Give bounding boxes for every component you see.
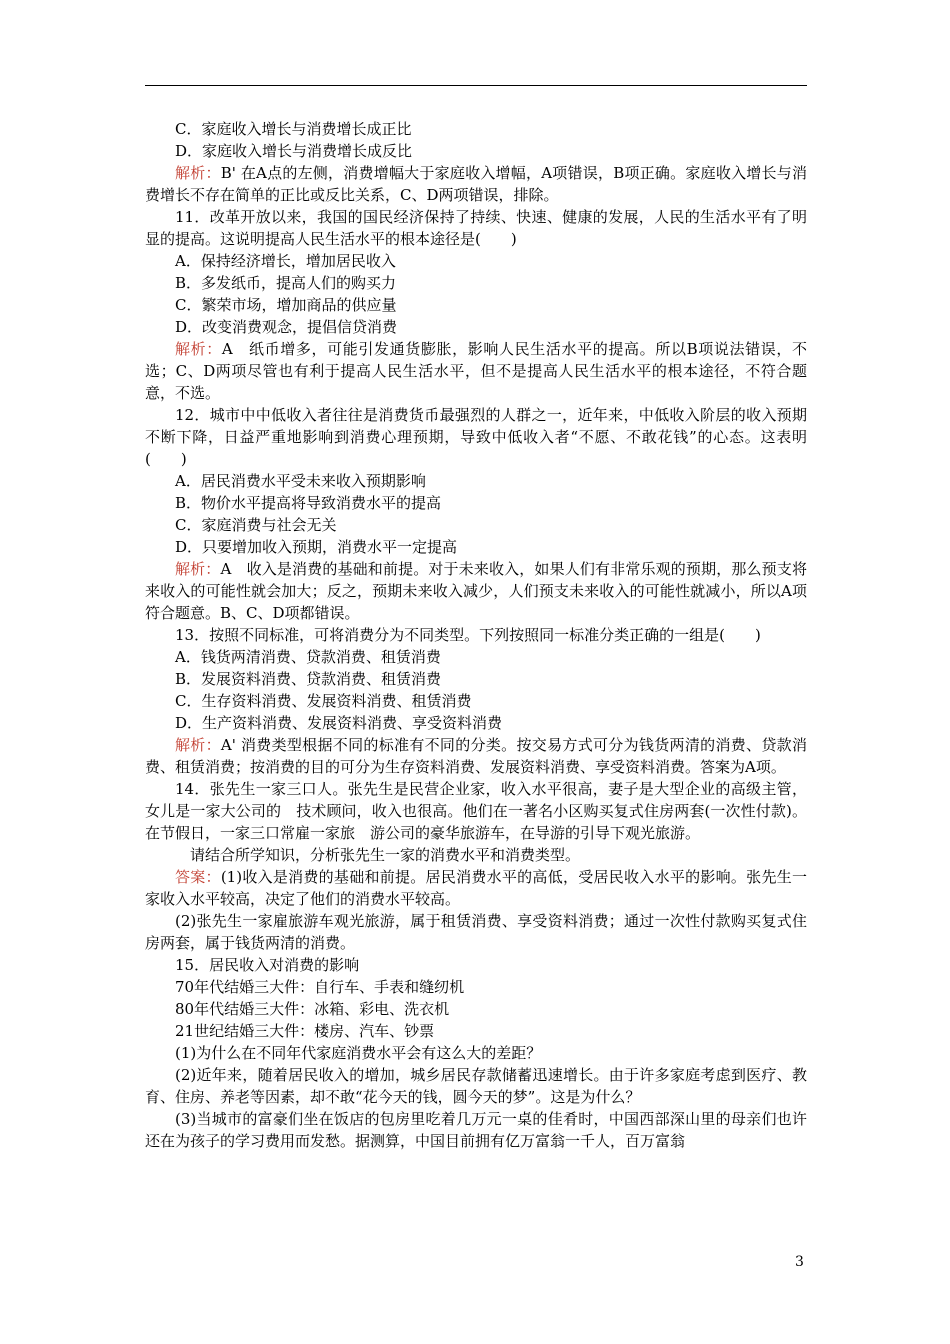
- document-body: [145, 118, 807, 1152]
- option-b-q13: B．发展资料消费、贷款消费、租赁消费: [175, 670, 442, 688]
- option-b-q11: B．多发纸币，提高人们的购买力: [175, 274, 397, 292]
- page-number: 3: [795, 1254, 804, 1270]
- option-a-q11: A．保持经济增长，增加居民收入: [175, 252, 396, 270]
- answer-label: 答案：: [175, 868, 221, 886]
- answer-q14-part2: (2)张先生一家雇旅游车观光旅游，属于租赁消费、享受资料消费；通过一次性付款购买复式住房两套，属于钱货两清的消费。: [145, 912, 807, 952]
- analysis-text: A' 消费类型根据不同的标准有不同的分类。按交易方式可分为钱货两清的消费、贷款消费、租赁消费；按消费的目的可分为生存资料消费、发展资料消费、享受资料消费。答案为A项。: [145, 736, 807, 776]
- option-c-q11: C．繁荣市场，增加商品的供应量: [175, 296, 397, 314]
- question-14: 14．张先生一家三口人。张先生是民营企业家，收入水平很高，妻子是大型企业的高级主管，女儿是一家大公司的 技术顾问，收入也很高。他们在一著名小区购买复式住房两套(一次性付款)。在节假日，一家三口常雇一家旅 游公司的豪华旅游车，在导游的引导下观光旅游。: [145, 780, 807, 842]
- q15-sub-2: (2)近年来，随着居民收入的增加，城乡居民存款储蓄迅速增长。由于许多家庭考虑到医疗、教育、住房、养老等因素，却不敢“花今天的钱，圆今天的梦”。这是为什么？: [145, 1066, 807, 1106]
- option-d-q11: D．改变消费观念，提倡信贷消费: [175, 318, 398, 336]
- q15-sub-3: (3)当城市的富豪们坐在饭店的包房里吃着几万元一桌的佳肴时，中国西部深山里的母亲们也许还在为孩子的学习费用而发愁。据测算，中国目前拥有亿万富翁一千人，百万富翁: [145, 1110, 807, 1150]
- analysis-label: 解析：: [175, 736, 221, 754]
- option-c-q10: C．家庭收入增长与消费增长成正比: [175, 120, 412, 138]
- analysis-label: 解析：: [175, 164, 221, 182]
- option-d-q13: D．生产资料消费、发展资料消费、享受资料消费: [175, 714, 503, 732]
- analysis-text: A 纸币增多，可能引发通货膨胀，影响人民生活水平的提高。所以B项说法错误，不选；C、D两项尽管也有利于提高人民生活水平，但不是提高人民生活水平的根本途径，不符合题意，不选。: [145, 340, 807, 402]
- option-c-q13: C．生存资料消费、发展资料消费、租赁消费: [175, 692, 472, 710]
- question-12: 12．城市中中低收入者往往是消费货币最强烈的人群之一，近年来，中低收入阶层的收入预期不断下降，日益严重地影响到消费心理预期，导致中低收入者“不愿、不敢花钱”的心态。这表明( ): [145, 406, 807, 468]
- answer-text: (1)收入是消费的基础和前提。居民消费水平的高低，受居民收入水平的影响。张先生一家收入水平较高，决定了他们的消费水平较高。: [145, 868, 807, 908]
- q15-line-80s: 80年代结婚三大件：冰箱、彩电、洗衣机: [175, 1000, 450, 1018]
- question-14-prompt: 请结合所学知识，分析张先生一家的消费水平和消费类型。: [175, 846, 581, 864]
- analysis-q13: [145, 734, 807, 778]
- q15-line-21c: 21世纪结婚三大件：楼房、汽车、钞票: [175, 1022, 435, 1040]
- option-c-q12: C．家庭消费与社会无关: [175, 516, 337, 534]
- analysis-label: 解析：: [175, 560, 221, 578]
- option-b-q12: B．物价水平提高将导致消费水平的提高: [175, 494, 442, 512]
- q15-line-70s: 70年代结婚三大件：自行车、手表和缝纫机: [175, 978, 465, 996]
- option-a-q13: A．钱货两清消费、贷款消费、租赁消费: [175, 648, 441, 666]
- question-13: 13．按照不同标准，可将消费分为不同类型。下列按照同一标准分类正确的一组是( ): [175, 626, 761, 644]
- analysis-q12: [145, 558, 807, 624]
- question-15: 15．居民收入对消费的影响: [175, 956, 360, 974]
- analysis-text: A 收入是消费的基础和前提。对于未来收入，如果人们有非常乐观的预期，那么预支将来收入的可能性就会加大；反之，预期未来收入减少，人们预支未来收入的可能性就减小，所以A项符合题意。B、C、D项都错误。: [145, 560, 807, 622]
- option-a-q12: A．居民消费水平受未来收入预期影响: [175, 472, 426, 490]
- question-11: 11．改革开放以来，我国的国民经济保持了持续、快速、健康的发展，人民的生活水平有了明显的提高。这说明提高人民生活水平的根本途径是( ): [145, 208, 807, 248]
- q15-sub-1: (1)为什么在不同年代家庭消费水平会有这么大的差距？: [175, 1044, 542, 1062]
- header-rule: [145, 85, 807, 86]
- option-d-q12: D．只要增加收入预期，消费水平一定提高: [175, 538, 458, 556]
- analysis-q10: [145, 162, 807, 206]
- answer-q14-part1: [145, 866, 807, 910]
- analysis-text: B' 在A点的左侧，消费增幅大于家庭收入增幅，A项错误，B项正确。家庭收入增长与消费增长不存在简单的正比或反比关系，C、D两项错误，排除。: [145, 164, 807, 204]
- analysis-label: 解析：: [175, 340, 222, 358]
- option-d-q10: D．家庭收入增长与消费增长成反比: [175, 142, 413, 160]
- analysis-q11: [145, 338, 807, 404]
